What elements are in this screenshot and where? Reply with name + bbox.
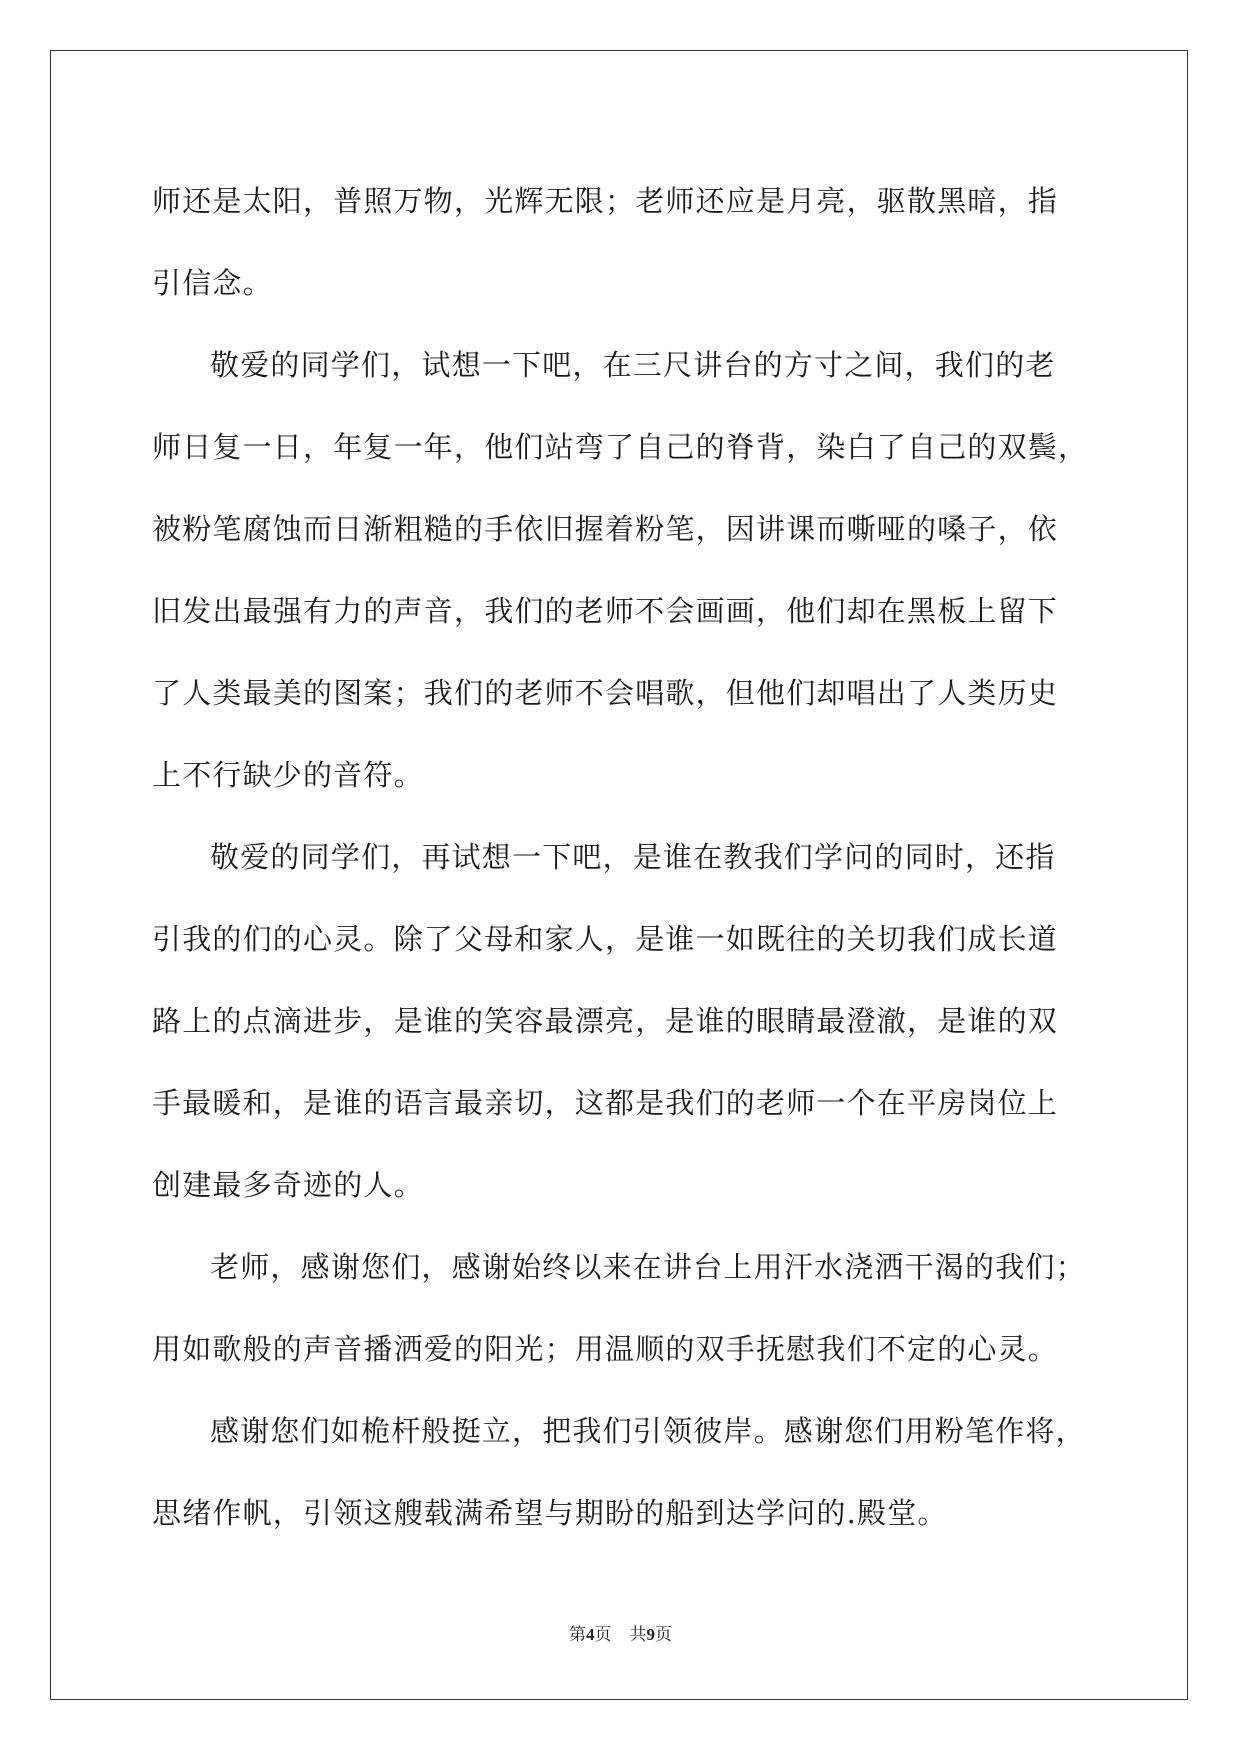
paragraph-2-line-2: 师日复一日，年复一年，他们站弯了自己的脊背，染白了自己的双鬓， bbox=[152, 430, 1089, 464]
paragraph-3-line-2: 引我的们的心灵。除了父母和家人，是谁一如既往的关切我们成长道 bbox=[152, 922, 1059, 956]
paragraph-2-line-3: 被粉笔腐蚀而日渐粗糙的手依旧握着粉笔，因讲课而嘶哑的嗓子，依 bbox=[152, 512, 1059, 546]
paragraph-4-line-1: 老师，感谢您们，感谢始终以来在讲台上用汗水浇洒干渴的我们； bbox=[210, 1250, 1086, 1284]
paragraph-2-line-1: 敬爱的同学们，试想一下吧，在三尺讲台的方寸之间，我们的老 bbox=[210, 348, 1056, 382]
total-suffix: 页 bbox=[655, 1625, 672, 1644]
paragraph-1-line-2: 引信念。 bbox=[152, 266, 273, 300]
paragraph-3-line-3: 路上的点滴进步，是谁的笑容最漂亮，是谁的眼睛最澄澈，是谁的双 bbox=[152, 1004, 1059, 1038]
page-suffix: 页 bbox=[594, 1625, 612, 1644]
paragraph-3-line-5: 创建最多奇迹的人。 bbox=[152, 1168, 424, 1202]
paragraph-3-line-4: 手最暖和，是谁的语言最亲切，这都是我们的老师一个在平房岗位上 bbox=[152, 1086, 1059, 1120]
paragraph-5-line-1: 感谢您们如桅杆般挺立，把我们引领彼岸。感谢您们用粉笔作将， bbox=[210, 1414, 1086, 1448]
total-pages: 9 bbox=[646, 1625, 655, 1644]
paragraph-2-line-4: 旧发出最强有力的声音，我们的老师不会画画，他们却在黑板上留下 bbox=[152, 594, 1059, 628]
page-footer bbox=[0, 1620, 1241, 1645]
paragraph-2-line-5: 了人类最美的图案；我们的老师不会唱歌，但他们却唱出了人类历史 bbox=[152, 676, 1059, 710]
paragraph-1-line-1: 师还是太阳，普照万物，光辉无限；老师还应是月亮，驱散黑暗，指 bbox=[152, 184, 1059, 218]
page-number: 4 bbox=[586, 1625, 595, 1644]
total-prefix: 共 bbox=[629, 1625, 647, 1644]
paragraph-3-line-1: 敬爱的同学们，再试想一下吧，是谁在教我们学问的同时，还指 bbox=[210, 840, 1056, 874]
paragraph-5-line-2: 思绪作帆，引领这艘载满希望与期盼的船到达学问的.殿堂。 bbox=[152, 1496, 948, 1530]
page-prefix: 第 bbox=[569, 1625, 586, 1644]
document-body bbox=[152, 160, 1102, 1554]
paragraph-4-line-2: 用如歌般的声音播洒爱的阳光；用温顺的双手抚慰我们不定的心灵。 bbox=[152, 1332, 1059, 1366]
paragraph-2-line-6: 上不行缺少的音符。 bbox=[152, 758, 424, 792]
